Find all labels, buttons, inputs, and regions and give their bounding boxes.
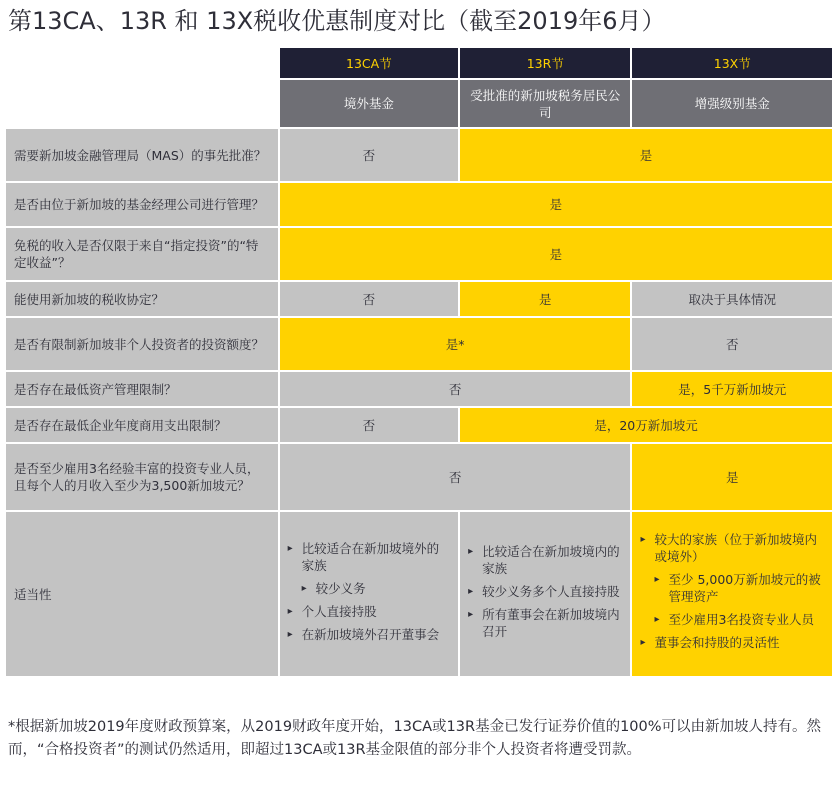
answer-cell: 是* [280, 318, 631, 370]
comparison-table [4, 46, 834, 678]
suitability-row [6, 512, 832, 676]
question-cell: 是否存在最低资产管理限制？ [6, 372, 278, 406]
question-cell: 是否由位于新加坡的基金经理公司进行管理？ [6, 183, 278, 226]
suitability-label: 适当性 [6, 512, 278, 676]
table-row [6, 228, 832, 280]
answer-cell: 否 [280, 444, 631, 510]
list-item: ▸ 个人直接持股 [288, 603, 450, 620]
suitability-13x [632, 512, 832, 676]
sub-header-13r: 受批准的新加坡税务居民公司 [460, 80, 630, 127]
suitability-13ca [280, 512, 458, 676]
question-cell: 是否存在最低企业年度商用支出限制？ [6, 408, 278, 442]
question-cell: 是否至少雇用3名经验丰富的投资专业人员，且每个人的月收入至少为3,500新加坡元？ [6, 444, 278, 510]
answer-cell: 是 [460, 282, 630, 316]
list-item: ▸ 较大的家族（位于新加坡境内或境外） [640, 531, 824, 565]
header-corner [6, 48, 278, 78]
list-item: ▸ 董事会和持股的灵活性 [640, 634, 824, 651]
answer-cell: 是，5千万新加坡元 [632, 372, 832, 406]
list-item: ▸ 所有董事会在新加坡境内召开 [468, 606, 622, 640]
list-item: ▸ 较少义务 [302, 580, 450, 597]
table-row [6, 318, 832, 370]
list-item: ▸ 至少雇用3名投资专业人员 [654, 611, 824, 628]
list-item: ▸ 至少 5,000万新加坡元的被管理资产 [654, 571, 824, 605]
answer-cell: 否 [280, 408, 458, 442]
answer-cell: 否 [632, 318, 832, 370]
answer-cell: 否 [280, 282, 458, 316]
question-cell: 需要新加坡金融管理局（MAS）的事先批准？ [6, 129, 278, 181]
answer-cell: 是 [632, 444, 832, 510]
subheader-corner [6, 80, 278, 127]
sub-header-13ca: 境外基金 [280, 80, 458, 127]
header-row [6, 48, 832, 78]
table-row [6, 408, 832, 442]
answer-cell: 是 [280, 228, 832, 280]
list-item: ▸ 比较适合在新加坡境内的家族 [468, 543, 622, 577]
table-row [6, 183, 832, 226]
col-header-13r: 13R节 [460, 48, 630, 78]
sub-header-13x: 增强级别基金 [632, 80, 832, 127]
table-row [6, 282, 832, 316]
table-row [6, 444, 832, 510]
list-item: ▸ 较少义务多个人直接持股 [468, 583, 622, 600]
list-item: ▸ 比较适合在新加坡境外的家族 [288, 540, 450, 574]
table-row [6, 129, 832, 181]
list-item: ▸ 在新加坡境外召开董事会 [288, 626, 450, 643]
answer-cell: 取决于具体情况 [632, 282, 832, 316]
answer-cell: 是，20万新加坡元 [460, 408, 832, 442]
question-cell: 能使用新加坡的税收协定？ [6, 282, 278, 316]
question-cell: 是否有限制新加坡非个人投资者的投资额度？ [6, 318, 278, 370]
question-cell: 免税的收入是否仅限于来自“指定投资”的“特定收益”？ [6, 228, 278, 280]
subheader-row [6, 80, 832, 127]
answer-cell: 是 [280, 183, 832, 226]
col-header-13x: 13X节 [632, 48, 832, 78]
answer-cell: 否 [280, 129, 458, 181]
table-row [6, 372, 832, 406]
col-header-13ca: 13CA节 [280, 48, 458, 78]
page-title: 第13CA、13R 和 13X税收优惠制度对比（截至2019年6月） [8, 7, 666, 35]
answer-cell: 是 [460, 129, 832, 181]
footnote: *根据新加坡2019年度财政预算案，从2019财政年度开始，13CA或13R基金已发行证券价值的100%可以由新加坡人持有。然而，“合格投资者”的测试仍然适用，即超过13CA或13R基金限值的部分非个人投资者将遭受罚款。 [8, 719, 822, 758]
answer-cell: 否 [280, 372, 631, 406]
suitability-13r [460, 512, 630, 676]
